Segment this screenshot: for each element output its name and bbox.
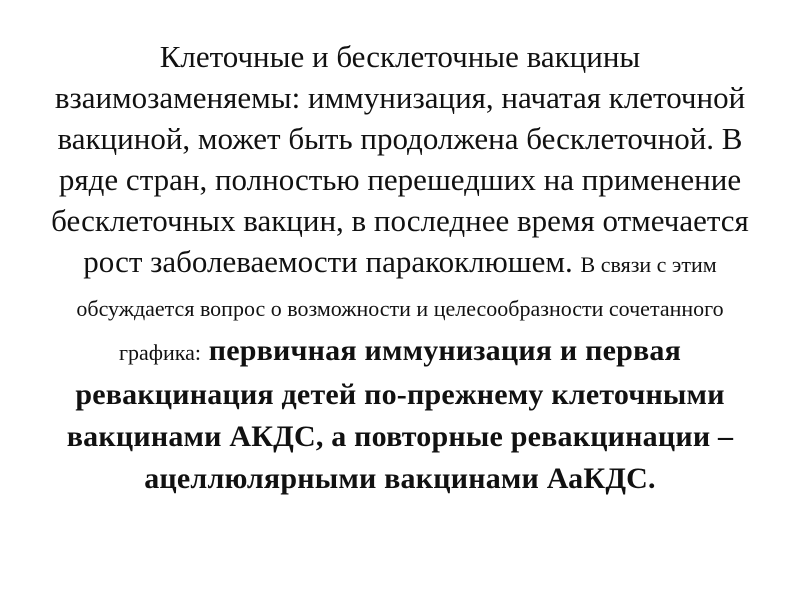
body-text-main-run: Клеточные и бесклеточные вакцины взаимозаменяемы: иммунизация, начатая клеточной вакциной, может быть продолжена бесклеточной. В ряде стран, полностью перешедших на применение бесклеточных вакцин, в последнее время отмечается рост заболеваемости паракоклюшем.: [51, 39, 749, 279]
body-text-small-run: В связи с этим обсуждается вопрос о возможности и целесообразности сочетанного графика:: [76, 252, 724, 365]
body-text-bold-run: первичная иммунизация и первая ревакцинация детей по-прежнему клеточными вакцинами АКДС, а повторные ревакцинации – ацеллюлярными вакцинами АаКДС.: [66, 334, 734, 495]
slide-body-text: [40, 36, 760, 499]
